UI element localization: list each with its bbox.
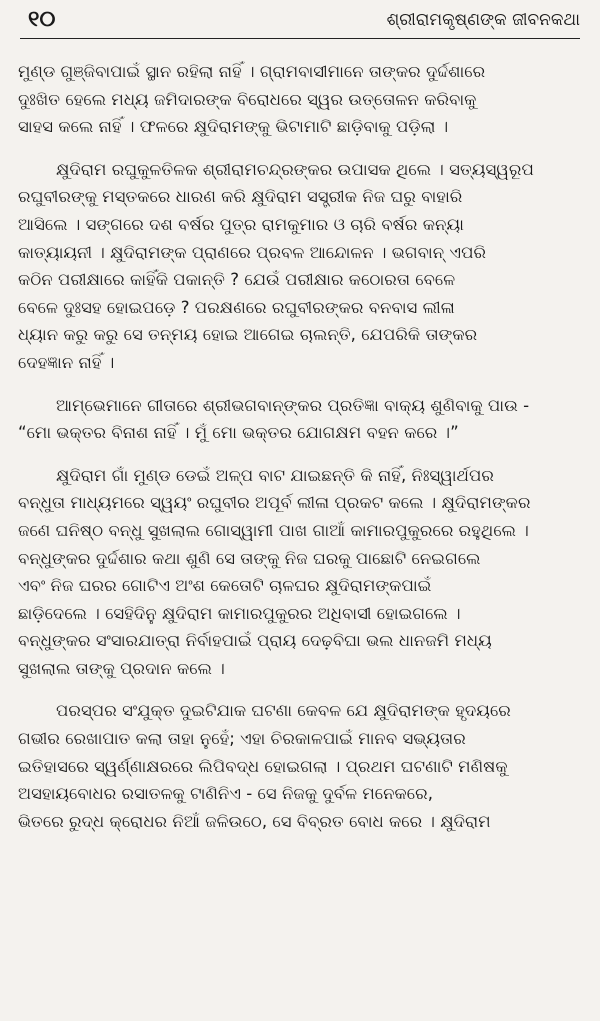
text-line: ରଘୁବୀରଙ୍କୁ ମସ୍ତକରେ ଧାରଣ କରି କ୍ଷୁଦିରାମ ସସ୍ତ୍ରୀକ ନିଜ ଘରୁ ବାହାରି [18,187,463,207]
text-line: ବେଳେ ଦୁଃସହ ହୋଇପଡ଼େ ? ପରକ୍ଷଣରେ ରଘୁବୀରଙ୍କର ବନବାସ ଲୀଳା [18,297,455,317]
text-line: ଭିତରେ ରୁଦ୍ଧ କ୍ରୋଧର ନିଆଁ ଜଳିଉଠେ, ସେ ବିବ୍ରତ ବୋଧ କରେ । କ୍ଷୁଦିରାମ [18,811,491,831]
text-line: ସାହସ କଲେ ନାହିଁ । ଫଳରେ କ୍ଷୁଦିରାମଙ୍କୁ ଭିଟାମାଟି ଛାଡ଼ିବାକୁ ପଡ଼ିଲା । [18,117,449,137]
text-line: ଅସହାୟବୋଧର ରସାତଳକୁ ଟାଣିନିଏ - ସେ ନିଜକୁ ଦୁର୍ବଳ ମନେକରେ, [18,784,433,804]
paragraph-2 [18,156,580,377]
text-line: ବନ୍ଧୁଙ୍କର ଦୁର୍ଦ୍ଦଶାର କଥା ଶୁଣି ସେ ତାଙ୍କୁ ନିଜ ଘରକୁ ପାଛୋଟି ନେଇଗଲେ [18,548,481,568]
page-number: ୧୦ [28,7,56,32]
text-line: ଜଣେ ଘନିଷ୍ଠ ବନ୍ଧୁ ସୁଖଲାଲ ଗୋସ୍ୱାମୀ ପାଖ ଗାଆଁ କାମାରପୁକୁରରେ ରହୁଥିଲେ । [18,520,529,540]
text-line: କ୍ଷୁଦିରାମ ଗାଁ ମୁଣ୍ଡ ଡେଇଁ ଅଳ୍ପ ବାଟ ଯାଇଛନ୍ତି କି ନାହିଁ, ନିଃସ୍ୱାର୍ଥପର [56,465,494,485]
text-line: ପରସ୍ପର ସଂଯୁକ୍ତ ଦୁଇଟିଯାକ ଘଟଣା କେବଳ ଯେ କ୍ଷୁଦିରାମଙ୍କ ହୃଦୟରେ [56,701,511,721]
text-line: ବନ୍ଧୁଙ୍କର ସଂସାରଯାତ୍ରା ନିର୍ବାହପାଇଁ ପ୍ରାୟ ଦେଢ଼ବିଘା ଭଲ ଧାନଜମି ମଧ୍ୟ [18,631,492,651]
text-line: ଗଭୀର ରେଖାପାତ କଲା ତାହା ନୁହେଁ; ଏହା ଚିରକାଳପାଇଁ ମାନବ ସଭ୍ୟତାର [18,729,466,749]
quote-line: “ମୋ ଭକ୍ତର ବିନାଶ ନାହିଁ । ମୁଁ ମୋ ଭକ୍ତର ଯୋଗକ୍ଷମ ବହନ କରେ ।” [18,423,459,443]
paragraph-3 [18,392,580,447]
text-line: ଆମ୍ଭେମାନେ ଗୀତାରେ ଶ୍ରୀଭଗବାନ୍‌ଙ୍କର ପ୍ରତିଜ୍ଞା ବାକ୍ୟ ଶୁଣିବାକୁ ପାଉ - [56,395,530,415]
page-header [18,0,580,44]
text-line: ଦୁଃଖିତ ହେଲେ ମଧ୍ୟ ଜମିଦାରଙ୍କ ବିରୋଧରେ ସ୍ୱର ଉତ୍ତୋଳନ କରିବାକୁ [18,89,477,109]
text-line: ଦେହଜ୍ଞାନ ନାହିଁ । [18,352,115,372]
text-line: କ୍ଷୁଦିରାମ ରଘୁକୁଳତିଳକ ଶ୍ରୀରାମଚନ୍ଦ୍ରଙ୍କର ଉପାସକ ଥିଲେ । ସତ୍ୟସ୍ୱରୂପ [56,159,534,179]
running-head: ଶ୍ରୀରାମକୃଷ୍ଣଙ୍କ ଜୀବନକଥା [386,10,580,30]
text-line: ଧ୍ୟାନ କରୁ କରୁ ସେ ତନ୍ମୟ ହୋଇ ଆଗେଇ ଚାଲନ୍ତି, ଯେପରିକି ତାଙ୍କର [18,325,478,345]
body-text [18,58,580,850]
paragraph-4 [18,462,580,683]
text-line: ଛାଡ଼ିଦେଲେ । ସେହିଦିନୁ କ୍ଷୁଦିରାମ କାମାରପୁକୁରର ଅଧିବାସୀ ହୋଇଗଲେ । [18,603,461,623]
text-line: ଏବଂ ନିଜ ଘରର ଗୋଟିଏ ଅଂଶ କେତୋଟି ଚାଳଘର କ୍ଷୁଦିରାମଙ୍କପାଇଁ [18,576,432,596]
text-line: ଇତିହାସରେ ସ୍ୱର୍ଣ୍ଣାକ୍ଷରରେ ଲିପିବଦ୍ଧ ହୋଇଗଲା । ପ୍ରଥମ ଘଟଣାଟି ମଣିଷକୁ [18,756,508,776]
text-line: ମୁଣ୍ଡ ଗୁଞ୍ଜିବାପାଇଁ ସ୍ଥାନ ରହିଲା ନାହିଁ । ଗ୍ରାମବାସୀମାନେ ତାଙ୍କର ଦୁର୍ଦ୍ଦଶାରେ [18,62,486,81]
paragraph-5 [18,697,580,835]
text-line: କାତ୍ୟାୟନୀ । କ୍ଷୁଦିରାମଙ୍କ ପ୍ରାଣରେ ପ୍ରବଳ ଆନ୍ଦୋଳନ । ଭଗବାନ୍ ଏପରି [18,242,487,262]
text-line: କଠିନ ପରୀକ୍ଷାରେ କାହିଁକି ପକାନ୍ତି ? ଯେଉଁ ପରୀକ୍ଷାର କଠୋରତା ବେଳେ [18,270,456,290]
header-rule [20,38,580,39]
text-line: ଆସିଲେ । ସଙ୍ଗରେ ଦଶ ବର୍ଷର ପୁତ୍ର ରାମକୁମାର ଓ ଚାରି ବର୍ଷର କନ୍ୟା [18,214,464,234]
text-line: ସୁଖଲାଲ ତାଙ୍କୁ ପ୍ରଦାନ କଲେ । [18,658,225,678]
text-line: ବନ୍ଧୁତା ମାଧ୍ୟମରେ ସ୍ୱୟଂ ରଘୁବୀର ଅପୂର୍ବ ଲୀଳା ପ୍ରକଟ କଲେ । କ୍ଷୁଦିରାମଙ୍କର [18,493,531,513]
paragraph-1 [18,58,580,141]
